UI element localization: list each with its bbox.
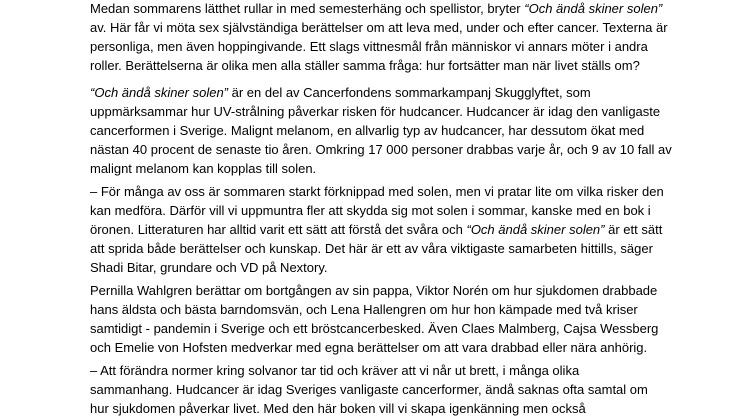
- text-line: malignt melanom kan kopplas till solen.: [90, 161, 317, 176]
- text-line: personliga, men även hoppingivande. Ett slags vittnesmål från människor vi annars möter i andra: [90, 39, 648, 54]
- book-title-italic: “Och ändå skiner solen”: [524, 1, 663, 16]
- text-line: Shadi Bitar, grundare och VD på Nextory.: [90, 260, 328, 275]
- text-run: Medan sommarens lätthet rullar in med semesterhäng och spellistor, bryter: [90, 1, 525, 16]
- text-run: är en del av Cancerfondens sommarkampanj Skugglyftet, som: [228, 85, 591, 100]
- text-line: nästan 40 procent de senaste tio åren. Omkring 17 000 personer drabbas varje år, och 9 av 10 fall av: [90, 142, 672, 157]
- book-title-italic: “Och ändå skiner solen”: [90, 85, 229, 100]
- text-line: Pernilla Wahlgren berättar om bortgången av sin pappa, Viktor Norén om hur sjukdomen drabbade: [90, 283, 658, 298]
- paragraph-quote-norms: [90, 361, 690, 418]
- text-line: hur sjukdomen påverkar livet. Med den här boken vill vi skapa igenkänning men också: [90, 401, 586, 416]
- text-run: är ett sätt: [604, 222, 663, 237]
- text-line: [90, 83, 690, 102]
- text-line: hans äldsta och bästa barndomsvän, och Lena Hallengren om hur hon kämpade med två kriser: [90, 302, 638, 317]
- book-title-italic: “Och ändå skiner solen”: [466, 222, 605, 237]
- text-line: roller. Berättelserna är olika men alla ställer samma fråga: hur fortsätter man när livet ställs om?: [90, 58, 640, 73]
- paragraph-contributors: [90, 281, 690, 357]
- text-run: öronen. Litteraturen har alltid varit ett sätt att förstå det svåra och: [90, 222, 467, 237]
- text-line: och Emelie von Hofsten medverkar med egna berättelser om att vara drabbad eller nära anhörig.: [90, 340, 648, 355]
- paragraph-quote-nextory: [90, 182, 690, 277]
- text-line: cancerformen i Sverige. Malignt melanom, en allvarlig typ av hudcancer, har dessutom ökat med: [90, 123, 645, 138]
- paragraph-intro: [90, 0, 690, 75]
- text-line: sammanhang. Hudcancer är idag Sveriges vanligaste cancerformer, ändå saknas ofta samtal om: [90, 382, 648, 397]
- text-line: att sprida både berättelser och kunskap. Det här är ett av våra viktigaste samarbeten hittills, säger: [90, 241, 653, 256]
- text-line: [90, 220, 690, 239]
- text-line: samtidigt - pandemin i Sverige och ett bröstcancerbesked. Även Claes Malmberg, Cajsa Wessberg: [90, 321, 659, 336]
- text-line: – Att förändra normer kring solvanor tar tid och kräver att vi når ut brett, i många olika: [90, 363, 580, 378]
- text-line: uppmärksammar hur UV-strålning påverkar risken för hudcancer. Hudcancer är idag den vanligaste: [90, 104, 661, 119]
- text-line: [90, 0, 690, 18]
- text-line: – För många av oss är sommaren starkt förknippad med solen, men vi pratar lite om vilka risker den: [90, 184, 664, 199]
- text-line: av. Här får vi möta sex självständiga berättelser om att leva med, under och efter cancer. Texterna är: [90, 20, 668, 35]
- paragraph-campaign: [90, 83, 690, 178]
- text-line: kan medföra. Därför vill vi uppmuntra fler att skydda sig mot solen i sommar, kanske med en bok i: [90, 203, 651, 218]
